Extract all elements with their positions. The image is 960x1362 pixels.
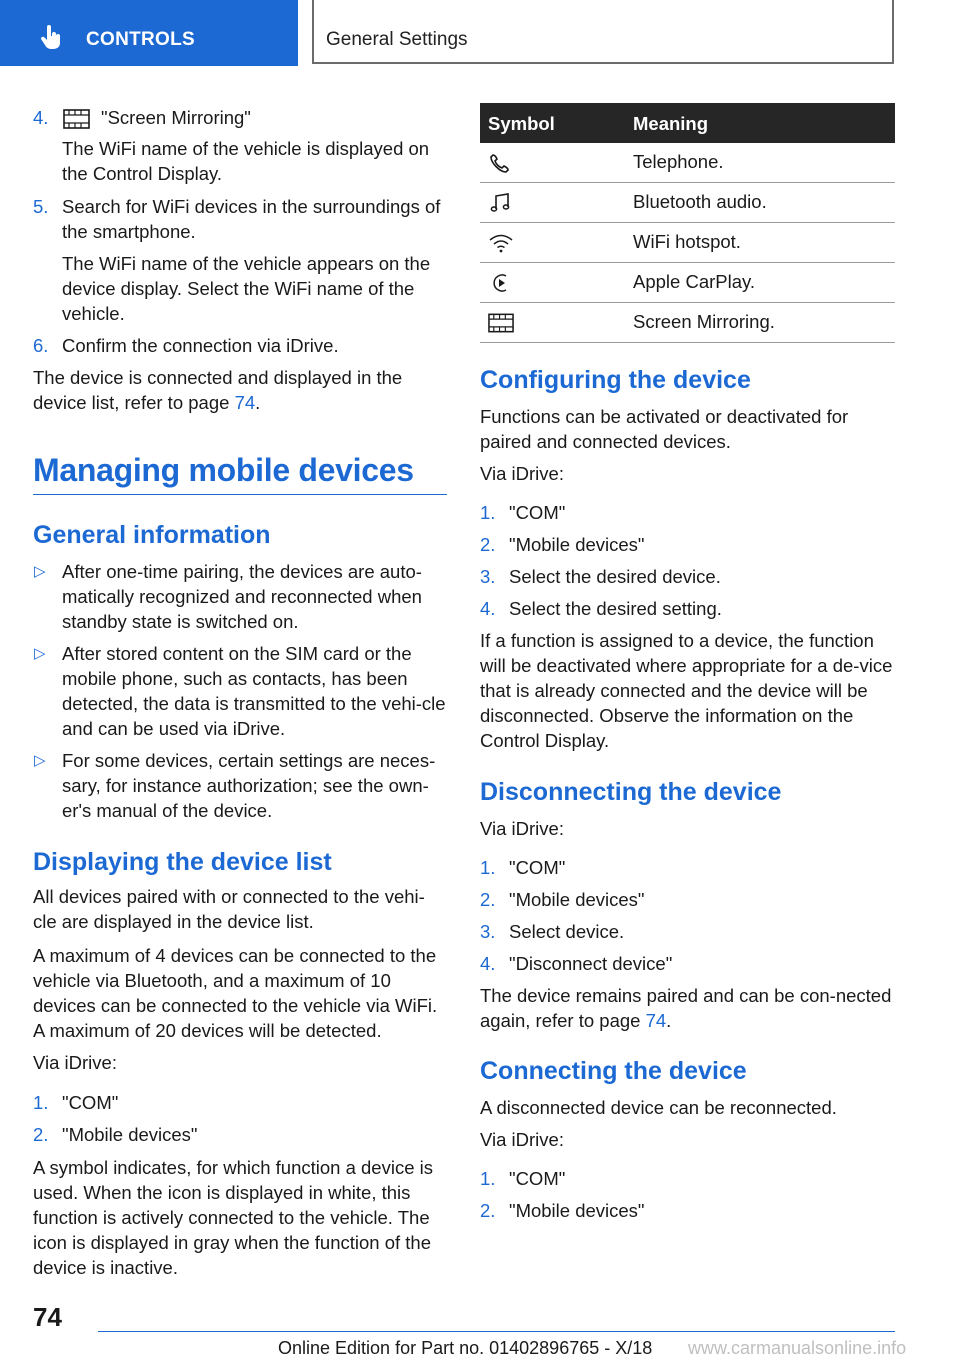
section-title-box [312, 0, 894, 64]
connected-text: The device is connected and displayed in the device list, refer to page [33, 367, 403, 413]
step-text: "Mobile devices" [509, 1200, 645, 1221]
step-text: Select device. [509, 921, 625, 942]
via-idrive-label: Via iDrive: [480, 818, 564, 839]
paragraph: Functions can be activated or deactivated for paired and connected devices. [480, 406, 849, 452]
bullet-triangle-icon: ▷ [34, 752, 46, 769]
step-text: Select the desired setting. [509, 598, 722, 619]
step-number: 4. [480, 953, 496, 974]
table-row [480, 223, 895, 263]
watermark-text: www.carmanualsonline.info [688, 1338, 907, 1358]
step-number: 1. [480, 502, 496, 523]
meaning-text: Apple CarPlay. [633, 271, 756, 292]
step-number: 2. [480, 889, 496, 910]
step-text: "Disconnect device" [509, 953, 673, 974]
via-idrive-label: Via iDrive: [33, 1052, 117, 1073]
bullet-text: For some devices, certain settings are neces-sary, for instance authorization; see the own-er's manual of the device. [62, 750, 436, 821]
connected-paragraph: The device is connected and displayed in the device list, refer to page 74. [33, 367, 403, 413]
column-header-meaning: Meaning [633, 113, 709, 134]
section-title: General Settings [326, 29, 468, 50]
step-number: 5. [33, 196, 49, 217]
paragraph: A disconnected device can be reconnected. [480, 1097, 837, 1118]
section-heading: Connecting the device [480, 1057, 747, 1085]
step-number: 3. [480, 921, 496, 942]
step-number: 4. [480, 598, 496, 619]
chapter-title: Managing mobile devices [33, 452, 414, 488]
step-number: 3. [480, 566, 496, 587]
paragraph: If a function is assigned to a device, the function will be deactivated where appropriate for a de-vice that is already connected and the device will be disconnected. Observe the information on the Control Display. [480, 630, 893, 751]
table-row [480, 263, 895, 303]
meaning-text: WiFi hotspot. [633, 231, 741, 252]
bullet-triangle-icon: ▷ [34, 563, 46, 580]
table-header [480, 103, 895, 143]
step-text: "COM" [509, 502, 566, 523]
section-tab-controls[interactable] [0, 0, 298, 66]
table-row [480, 143, 895, 183]
hand-pointer-icon [38, 24, 64, 50]
edition-text: Online Edition for Part no. 01402896765 - X/18 [278, 1338, 653, 1358]
section-heading: Displaying the device list [33, 848, 332, 876]
step-detail: The WiFi name of the vehicle appears on the device display. Select the WiFi name of the vehicle. [62, 253, 431, 324]
step-number: 4. [33, 107, 49, 128]
step-text: Search for WiFi devices in the surroundings of the smartphone. [62, 196, 441, 242]
page-link[interactable]: 74 [645, 1010, 667, 1031]
paragraph: A symbol indicates, for which function a device is used. When the icon is displayed in white, this function is actively connected to the vehicle. The icon is displayed in gray when the function of the device is inactive. [33, 1157, 433, 1278]
step-number: 1. [480, 857, 496, 878]
page-number: 74 [33, 1302, 62, 1332]
step-text: Select the desired device. [509, 566, 721, 587]
step-text: "Mobile devices" [509, 889, 645, 910]
step-number: 6. [33, 335, 49, 356]
table-row [480, 183, 895, 223]
column-header-symbol: Symbol [488, 113, 555, 134]
step-number: 2. [33, 1124, 49, 1145]
telephone-icon [488, 152, 514, 174]
via-idrive-label: Via iDrive: [480, 1129, 564, 1150]
step-text: "COM" [509, 857, 566, 878]
step-number: 1. [480, 1168, 496, 1189]
chapter-rule [33, 494, 447, 495]
step-text: "Mobile devices" [62, 1124, 198, 1145]
step-text: "Screen Mirroring" [101, 107, 251, 128]
section-heading: Configuring the device [480, 366, 751, 394]
screen-mirroring-icon [488, 312, 514, 334]
page-header [0, 0, 960, 66]
wifi-icon [488, 232, 514, 254]
step-number: 2. [480, 534, 496, 555]
step-text: "COM" [509, 1168, 566, 1189]
footer-rule [98, 1331, 895, 1332]
step-detail: The WiFi name of the vehicle is displayed on the Control Display. [62, 138, 430, 184]
screen-mirroring-icon [63, 109, 90, 129]
step-text: "Mobile devices" [509, 534, 645, 555]
section-heading: General information [33, 521, 271, 549]
via-idrive-label: Via iDrive: [480, 463, 564, 484]
music-note-icon [488, 192, 514, 214]
bullet-triangle-icon: ▷ [34, 645, 46, 662]
carplay-icon [488, 272, 514, 294]
disconnect-paragraph: The device remains paired and can be con-nected again, refer to page 74. [480, 985, 892, 1031]
step-text: Confirm the connection via iDrive. [62, 335, 339, 356]
section-heading: Disconnecting the device [480, 778, 782, 806]
page-link[interactable]: 74 [234, 392, 256, 413]
table-row [480, 303, 895, 343]
symbol-table [480, 103, 895, 343]
step-number: 2. [480, 1200, 496, 1221]
meaning-text: Telephone. [633, 151, 724, 172]
paragraph: A maximum of 4 devices can be connected to the vehicle via Bluetooth, and a maximum of 10 devices can be connected to the vehicle via WiFi. A maximum of 20 devices will be detected. [33, 945, 438, 1041]
tab-label: CONTROLS [86, 29, 196, 50]
meaning-text: Screen Mirroring. [633, 311, 775, 332]
paragraph: All devices paired with or connected to the vehi-cle are displayed in the device list. [33, 886, 425, 932]
step-text: "COM" [62, 1092, 119, 1113]
bullet-text: After stored content on the SIM card or the mobile phone, such as contacts, has been detected, the data is transmitted to the vehi-cle and can be used via iDrive. [62, 643, 446, 739]
meaning-text: Bluetooth audio. [633, 191, 767, 212]
disconnect-text: The device remains paired and can be con-nected again, refer to page [480, 985, 892, 1031]
bullet-text: After one-time pairing, the devices are auto-matically recognized and reconnected when standby state is switched on. [62, 561, 422, 632]
step-number: 1. [33, 1092, 49, 1113]
